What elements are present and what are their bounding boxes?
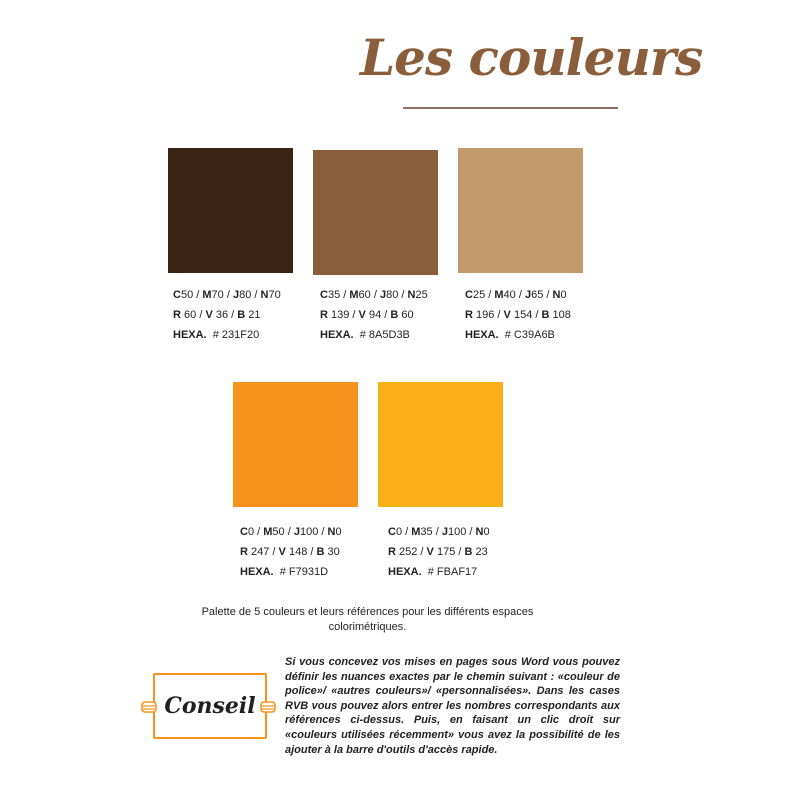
hexa-line: HEXA. # 231F20	[173, 329, 260, 341]
color-info-tan	[465, 285, 571, 345]
rvb-line: R 139 / V 94 / B 60	[320, 309, 414, 321]
hexa-line: HEXA. # F7931D	[240, 566, 329, 578]
cmyk-line: C0 / M50 / J100 / N0	[240, 526, 342, 538]
color-swatch-medium-brown	[313, 150, 438, 275]
color-swatch-dark-brown	[168, 148, 293, 273]
hexa-line: HEXA. # FBAF17	[388, 566, 478, 578]
cmyk-line: C50 / M70 / J80 / N70	[173, 289, 281, 301]
hexa-line: HEXA. # C39A6B	[465, 329, 555, 341]
hexa-line: HEXA. # 8A5D3B	[320, 329, 410, 341]
tip-frame	[153, 673, 267, 739]
rvb-line: R 196 / V 154 / B 108	[465, 309, 571, 321]
rvb-line: R 252 / V 175 / B 23	[388, 546, 488, 558]
palette-caption: Palette de 5 couleurs et leurs références pour les différents espaces colorimétriques.	[201, 606, 534, 633]
rvb-line: R 60 / V 36 / B 21	[173, 309, 261, 321]
cmyk-line: C25 / M40 / J65 / N0	[465, 289, 567, 301]
rvb-line: R 247 / V 148 / B 30	[240, 546, 340, 558]
color-swatch-yellow-orange	[378, 382, 503, 507]
tip-label: Conseil	[164, 693, 256, 719]
color-info-yellow-orange	[388, 522, 490, 582]
color-swatch-orange	[233, 382, 358, 507]
color-swatch-tan	[458, 148, 583, 273]
page-title: Les couleurs	[360, 28, 703, 87]
color-info-medium-brown	[320, 285, 428, 345]
cmyk-line: C35 / M60 / J80 / N25	[320, 289, 428, 301]
color-info-dark-brown	[173, 285, 281, 345]
cmyk-line: C0 / M35 / J100 / N0	[388, 526, 490, 538]
hand-left-icon	[140, 698, 158, 716]
title-underline	[403, 107, 618, 109]
tip-sign	[140, 670, 277, 740]
color-info-orange	[240, 522, 342, 582]
tip-text: Si vous concevez vos mises en pages sous Word vous pouvez définir les nuances exactes par le chemin suivant : «couleur de police»/ «autres couleurs»/ «personnalisées». Dans les cases RVB vous pouvez alors entrer les nombres correspondants aux références ci-dessus. Puis, en faisant un clic droit sur «couleurs utilisées récemment» vous avez la possibilité de les ajouter à la barre d'outils d'accès rapide.	[285, 656, 620, 756]
hand-right-icon	[259, 698, 277, 716]
